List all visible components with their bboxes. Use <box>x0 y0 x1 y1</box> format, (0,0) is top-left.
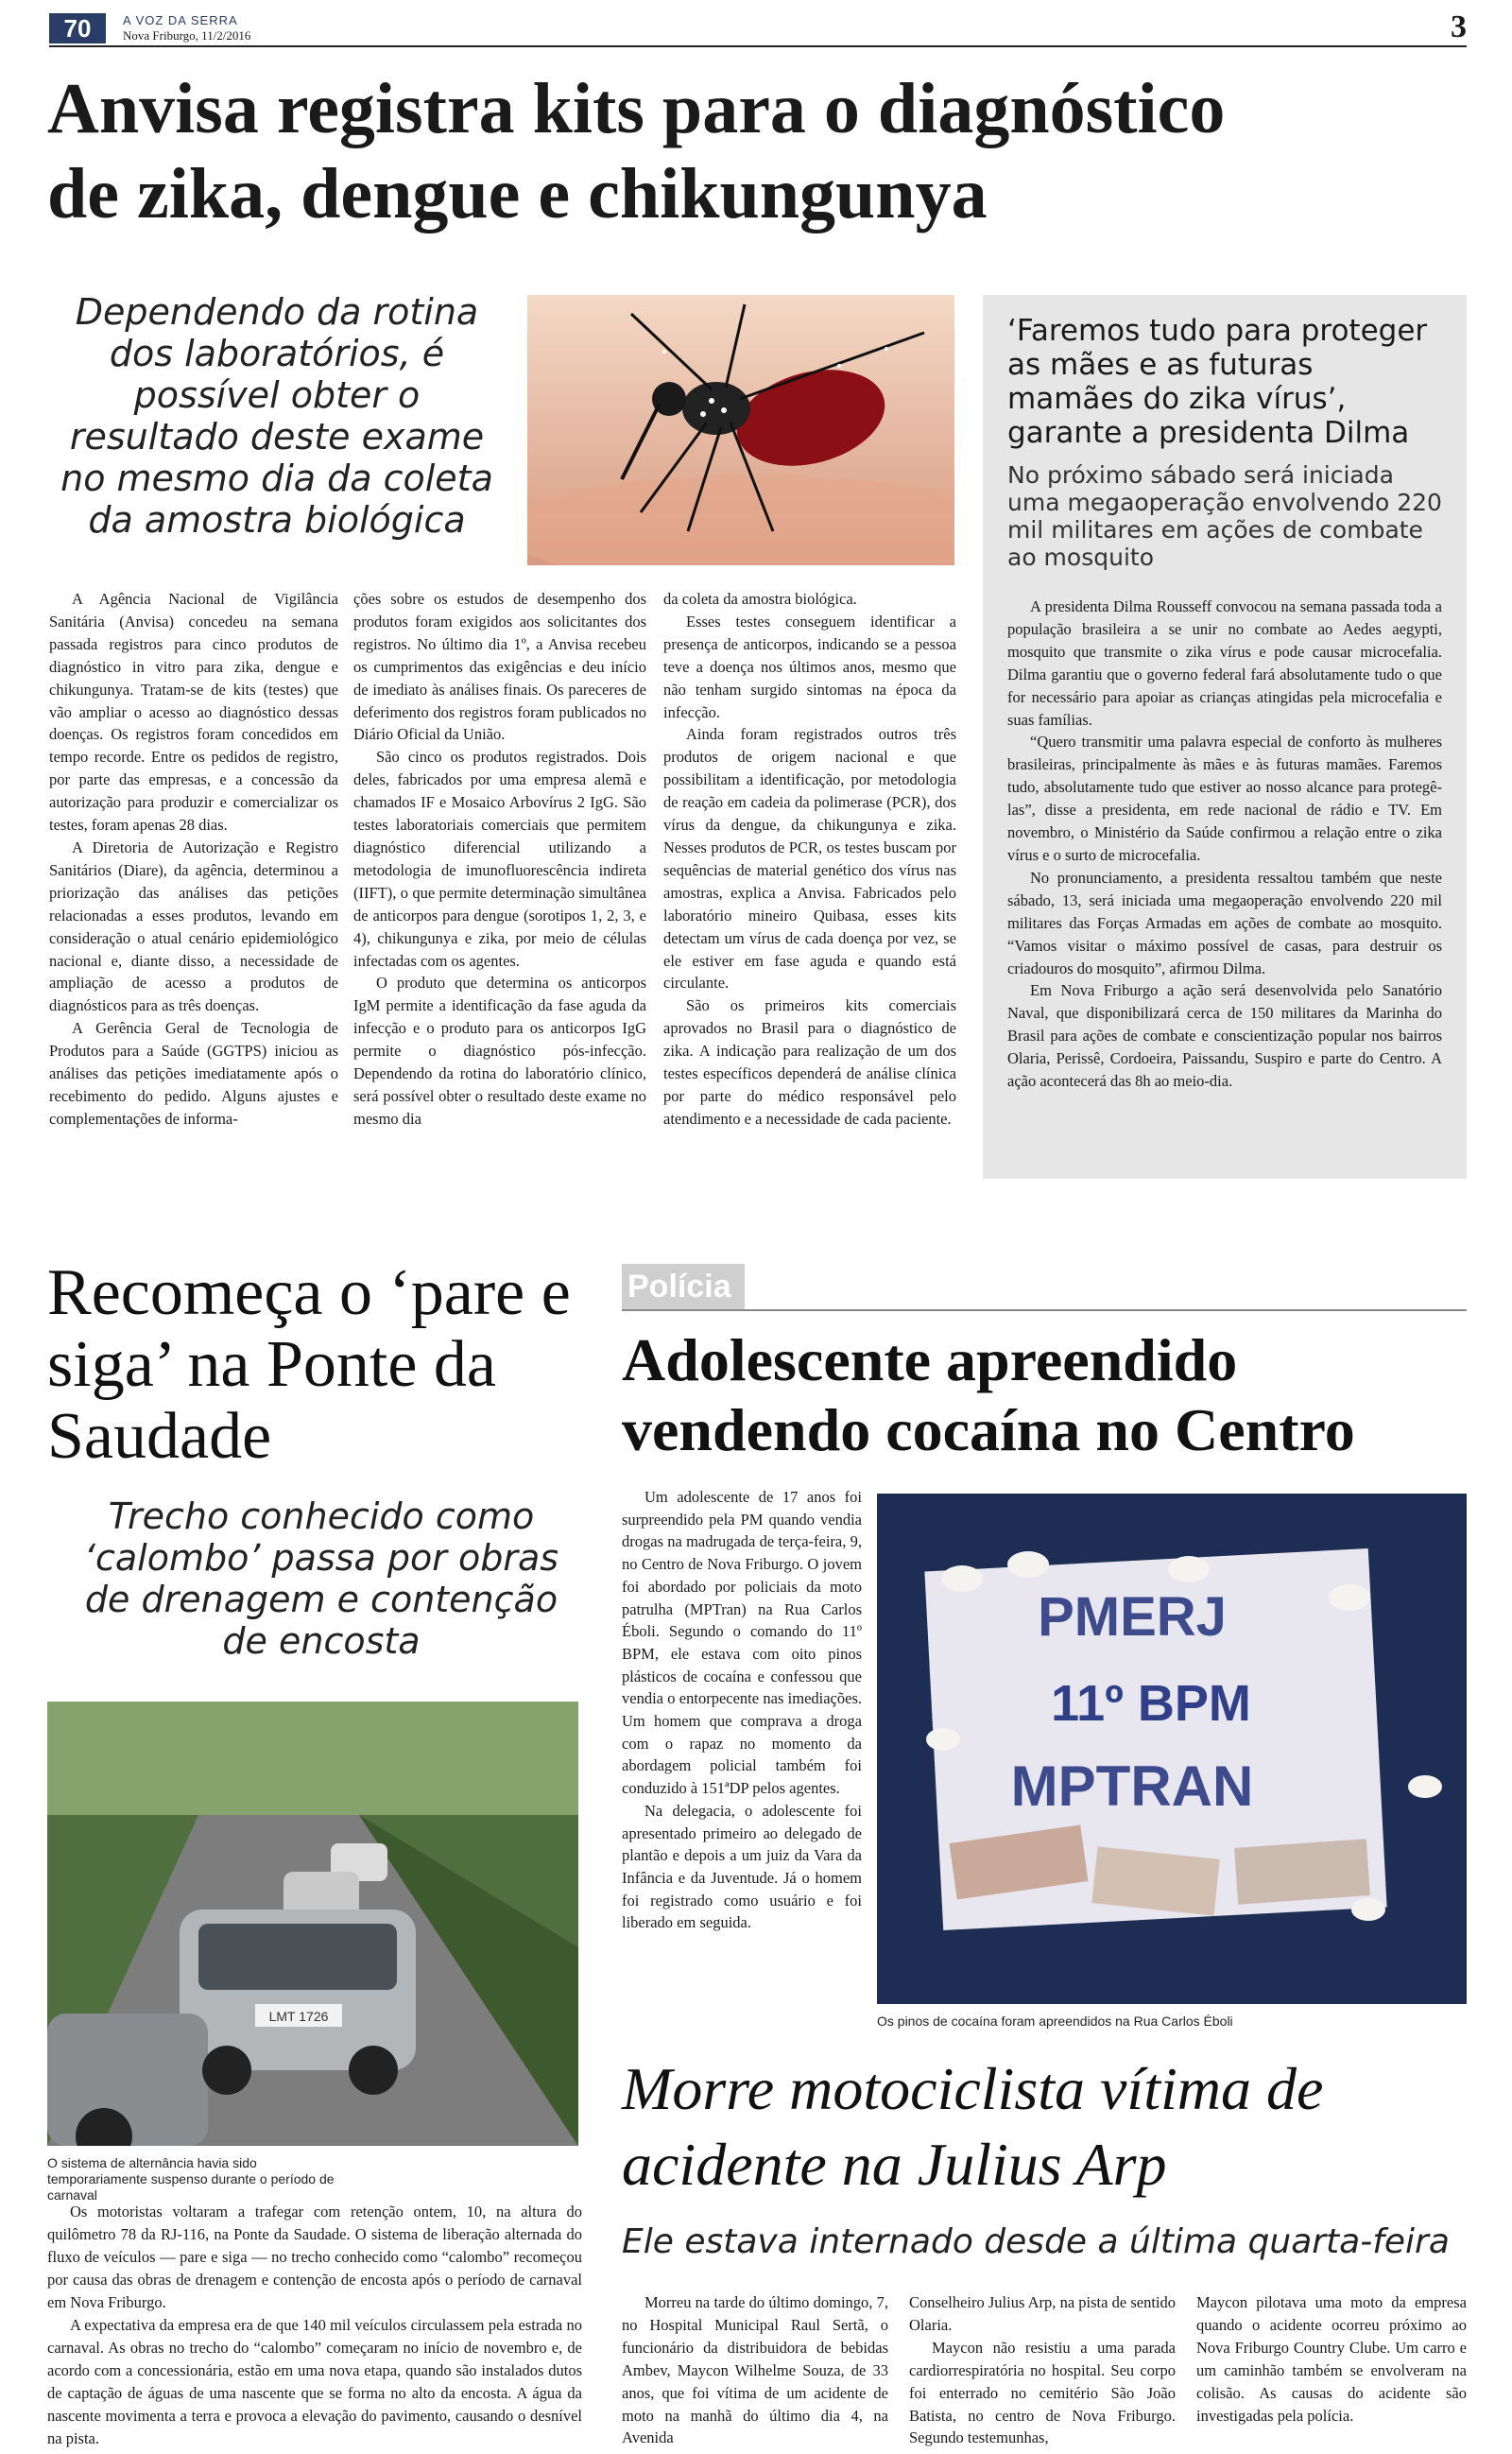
section-divider <box>622 1309 1467 1311</box>
dilma-body <box>1007 596 1442 1093</box>
anvisa-paragraph: Esses testes conseguem identificar a presença de anticorpos, indicando se a pessoa teve a doença nos últimos anos, mesmo que não tenham surgido sintomas na época da infecção. <box>663 612 956 721</box>
anvisa-paragraph: São cinco os produtos registrados. Dois deles, fabricados por uma empresa alemã e chamados IF e Mosaico Arbovírus 2 IgG. São testes laboratoriais comerciais que permitem diagnóstico diferencial utilizando a metodologia de imunofluorescência indireta (IIFT), o que permite determinação simultânea de anticorpos para dengue (sorotipos 1, 2, 3, e 4), chikungunya e zika, por meio de células infectadas com os agentes. <box>353 748 646 970</box>
anvisa-column-2 <box>353 588 646 1131</box>
policia-paragraph: Um adolescente de 17 anos foi surpreendido pela PM quando vendia drogas na madrugada de terça-feira, 9, no Centro de Nova Friburgo. O jovem foi abordado por policiais da moto patrulha (MPTran) na Rua Carlos Éboli. Segundo o comando do 11º BPM, ele estava com oito pinos plásticos de cocaína e confessou que vendia o entorpecente nas imediações. Um homem que comprava a droga com o rapaz no momento da abordagem policial também foi conduzido à 151ªDP pelos agentes. <box>622 1488 862 1798</box>
ponte-headline: Recomeça o ‘pare e siga’ na Ponte da Saudade <box>47 1256 571 1473</box>
moto-paragraph: Maycon pilotava uma moto da empresa quando o acidente ocorreu próximo ao Nova Friburgo Country Clube. Um carro e um caminhão também se envolveram na colisão. As causas do acidente são investigadas pela polícia. <box>1196 2293 1467 2425</box>
masthead <box>49 9 1467 47</box>
anvisa-paragraph: ções sobre os estudos de desempenho dos produtos foram exigidos aos solicitantes dos registros. No último dia 1º, a Anvisa recebeu os cumprimentos das exigências e deu início de imediato às análises finais. Os pareceres de deferimento dos registros foram publicados no Diário Oficial da União. <box>353 590 646 744</box>
dilma-subhead: No próximo sábado será iniciada uma megaoperação envolvendo 220 mil militares em ações de combate ao mosquito <box>1007 461 1442 571</box>
license-plate: LMT 1726 <box>268 2009 329 2024</box>
moto-headline: Morre motociclista vítima de acidente na Julius Arp <box>622 2055 1324 2198</box>
anvisa-paragraph: A Diretoria de Autorização e Registro Sanitários (Diare), da agência, determinou a priorização das análises das petições relacionadas a esses produtos, levando em consideração o atual cenário epidemiológico nacional e, diante disso, a necessidade de ampliação de acesso a produtos de diagnósticos para as três doenças. <box>49 838 338 1015</box>
anvisa-paragraph: A Gerência Geral de Tecnologia de Produtos para a Saúde (GGTPS) iniciou as análises das petições imediatamente após o recebimento do pedido. Alguns ajustes e complementações de informa- <box>49 1019 338 1128</box>
sign-text-pmerj: PMERJ <box>1038 1586 1227 1648</box>
publication-name: A VOZ DA SERRA <box>123 13 238 27</box>
dilma-paragraph: A presidenta Dilma Rousseff convocou na semana passada toda a população brasileira a se unir no combate ao Aedes aegypti, mosquito que transmite o zika vírus e pode causar microcefalia. Dilma garantiu que o governo federal fará absolutamente tudo o que for necessário para apoiar as crianças atingidas pela microcefalia e suas famílias. <box>1007 597 1442 729</box>
moto-column-2 <box>909 2291 1176 2449</box>
dilma-sidebar <box>983 295 1467 1179</box>
anvisa-paragraph: A Agência Nacional de Vigilância Sanitária (Anvisa) concedeu na semana passada registros para cinco produtos de diagnóstico in vitro para zika, dengue e chikungunya. Tratam-se de kits (testes) que vão ampliar o acesso ao diagnóstico dessas doenças. Os registros foram concedidos em tempo recorde. Entre os pedidos de registro, por parte das empresas, e a concessão da autorização para produzir e comercializar os testes, foram apenas 28 dias. <box>49 590 338 835</box>
ponte-body <box>47 2201 582 2450</box>
ponte-photo-caption: O sistema de alternância havia sido temporariamente suspenso durante o período de carnaval <box>47 2155 335 2203</box>
ponte-deck: Trecho conhecido como ‘calombo’ passa por obras de drenagem e contenção de encosta <box>83 1495 559 1662</box>
anvisa-headline <box>47 66 1474 236</box>
anvisa-paragraph: da coleta da amostra biológica. <box>663 590 857 608</box>
moto-deck: Ele estava internado desde a última quarta-feira <box>622 2222 1450 2261</box>
policia-paragraph: Na delegacia, o adolescente foi apresentado primeiro ao delegado de plantão e depois a um juiz da Vara da Infância e da Juventude. Já o homem foi registrado como usuário e foi liberado em seguida. <box>622 1801 862 1932</box>
anvisa-headline-line2: de zika, dengue e chikungunya <box>47 154 988 233</box>
dilma-paragraph: Em Nova Friburgo a ação será desenvolvida pelo Sanatório Naval, que disponibilizará cerca de 150 militares da Marinha do Brasil para ações de combate e conscientização popular nos bairros Olaria, Perissê, Cordoeira, Paissandu, Suspiro e parte do Centro. A ação acontecerá das 8h ao meio-dia. <box>1007 981 1442 1091</box>
dateline: Nova Friburgo, 11/2/2016 <box>123 28 251 43</box>
mosquito-photo <box>527 295 954 565</box>
anvisa-paragraph: São os primeiros kits comerciais aprovados no Brasil para o diagnóstico de zika. A indicação para realização de um dos testes específicos dependerá de análise clínica por parte do médico responsável pelo atendimento e a necessidade de cada paciente. <box>663 996 956 1128</box>
ponte-paragraph: A expectativa da empresa era de que 140 mil veículos circulassem pela estrada no carnaval. As obras no trecho do “calombo” começaram no início de novembro e, de acordo com a concessionária, estão em uma nova etapa, quando são instalados dutos de captação de águas de uma nascente que se forma no alto da encosta. A água da nascente movimenta a terra e provoca a elevação do pavimento, causando o desnível na pista. <box>47 2316 582 2447</box>
anvisa-headline-line1: Anvisa registra kits para o diagnóstico <box>47 69 1226 148</box>
mosquito-illustration <box>527 295 954 565</box>
moto-column-1 <box>622 2291 888 2449</box>
anvisa-paragraph: Ainda foram registrados outros três produtos de origem nacional e que possibilitam a identificação, por metodologia de reação em cadeia da polimerase (PCR), dos vírus da dengue, da chikungunya e zika. Nesses produtos de PCR, os testes buscam por sequências de material genético dos vírus nas amostras, explica a Anvisa. Fabricados pelo laboratório mineiro Quibasa, esses kits detectam um vírus de cada doença por vez, se ele estiver em fase aguda e quando está circulante. <box>663 725 956 993</box>
page-number: 3 <box>1451 9 1467 44</box>
anvisa-column-3 <box>663 588 956 1131</box>
sign-text-mptran: MPTRAN <box>1010 1754 1254 1818</box>
moto-paragraph: Morreu na tarde do último domingo, 7, no Hospital Municipal Raul Sertã, o funcionário da distribuidora de bebidas Ambev, Maycon Wilhelme Souza, de 33 anos, que foi vítima de um acidente de moto na manhã do último dia 4, na Avenida <box>622 2293 888 2447</box>
anvisa-paragraph: O produto que determina os anticorpos IgM permite a identificação da fase aguda da infecção e o produto para os anticorpos IgG permite o diagnóstico pós-infecção. Dependendo da rotina do laboratório clínico, será possível obter o resultado deste exame no mesmo dia <box>353 974 646 1128</box>
dilma-paragraph: “Quero transmitir uma palavra especial de conforto às mulheres brasileiras, principalmente às mães e às futuras mamães. Faremos tudo, absolutamente tudo que estiver ao nosso alcance para protegê-las”, disse a presidenta, em rede nacional de rádio e TV. Em novembro, o Ministério da Saúde confirmou a relação entre o zika vírus e o surto de microcefalia. <box>1007 733 1442 864</box>
section-tag-policia: Polícia <box>622 1264 745 1309</box>
traffic-illustration <box>47 1702 578 2146</box>
traffic-photo <box>47 1702 578 2146</box>
newspaper-logo: 70 <box>49 13 106 43</box>
sign-text-bpm: 11º BPM <box>1051 1675 1251 1732</box>
dilma-headline: ‘Faremos tudo para proteger as mães e as futuras mamães do zika vírus’, garante a presidenta Dilma <box>1007 314 1428 450</box>
moto-paragraph: Conselheiro Julius Arp, na pista de sentido Olaria. <box>909 2293 1176 2334</box>
ponte-paragraph: Os motoristas voltaram a trafegar com retenção ontem, 10, na altura do quilômetro 78 da RJ-116, na Ponte da Saudade. O sistema de liberação alternada do fluxo de veículos — pare e siga — no trecho conhecido como “calombo” recomeçou por causa das obras de drenagem e contenção de encosta após o período de carnaval em Nova Friburgo. <box>47 2203 582 2311</box>
dilma-paragraph: No pronunciamento, a presidenta ressaltou também que neste sábado, 13, será iniciada uma megaoperação envolvendo 220 mil militares das Forças Armadas em ações de combate ao mosquito. “Vamos visitar o máximo possível de casas, para destruir os criadouros do mosquito”, afirmou Dilma. <box>1007 868 1442 977</box>
policia-headline: Adolescente apreendido vendendo cocaína no Centro <box>622 1326 1355 1463</box>
anvisa-column-1 <box>49 588 338 1131</box>
moto-column-3 <box>1196 2291 1467 2427</box>
seizure-illustration <box>877 1494 1467 2004</box>
policia-photo-caption: Os pinos de cocaína foram apreendidos na Rua Carlos Éboli <box>877 2013 1233 2029</box>
anvisa-deck: Dependendo da rotina dos laboratórios, é possível obter o resultado deste exame no mesmo dia da coleta da amostra biológica <box>60 291 493 541</box>
moto-paragraph: Maycon não resistiu a uma parada cardiorrespiratória no hospital. Seu corpo foi enterrado no cemitério São João Batista, no centro de Nova Friburgo. Segundo testemunhas, <box>909 2338 1176 2447</box>
seizure-photo <box>877 1494 1467 2004</box>
policia-body <box>622 1486 862 1934</box>
